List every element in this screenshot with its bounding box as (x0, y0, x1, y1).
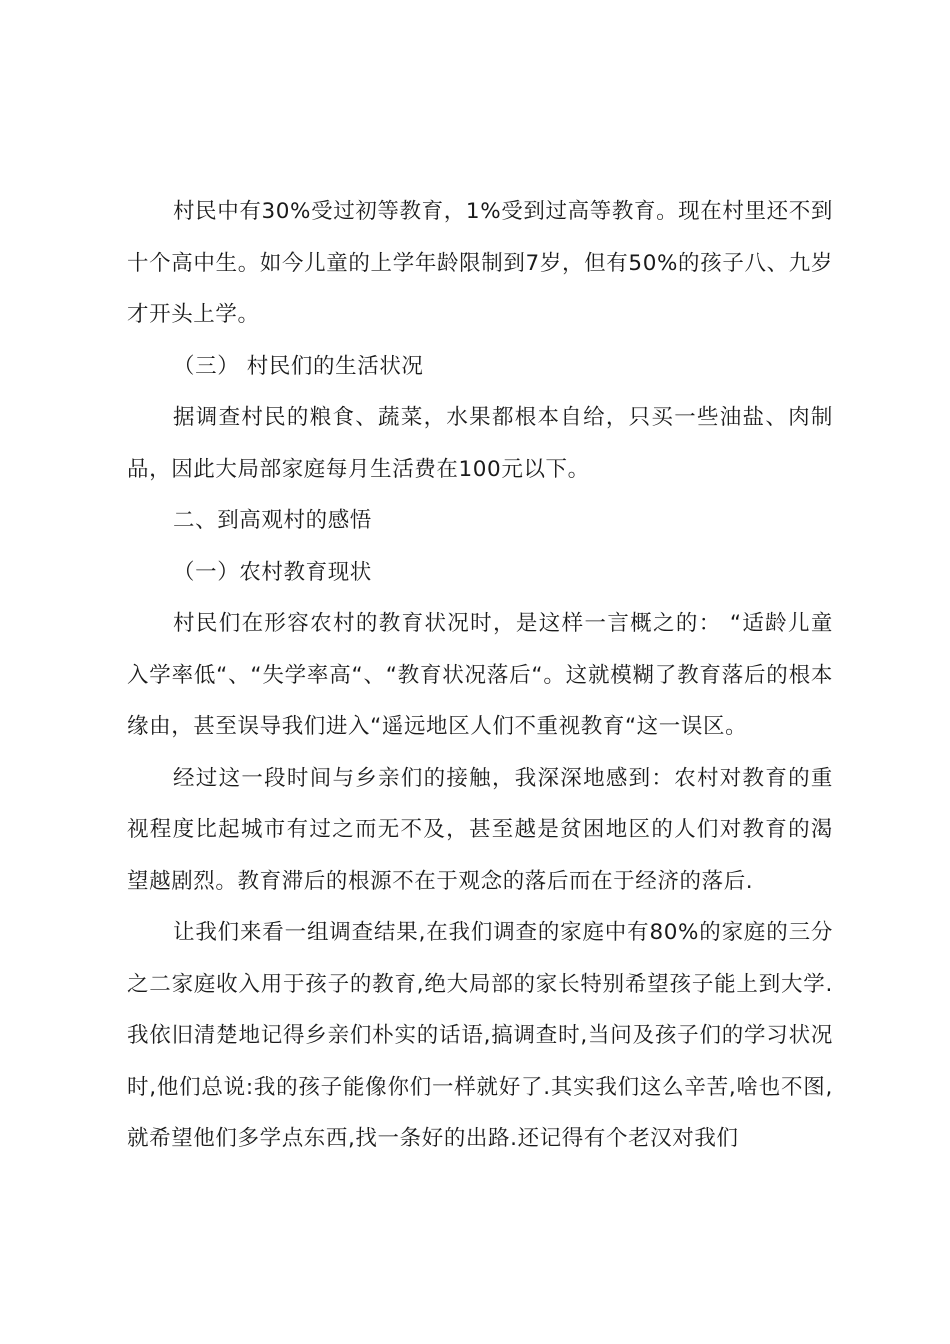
document-body (127, 186, 833, 1165)
chapter-heading-reflections: 二、到高观村的感悟 (173, 508, 372, 533)
paragraph-survey-results: 让我们来看一组调查结果,在我们调查的家庭中有80%的家庭的三分之二家庭收入用于孩子的教育,绝大局部的家长特别希望孩子能上到大学.我依旧清楚地记得乡亲们朴实的话语,搞调查时,当问及孩子们的学习状况时,他们总说:我的孩子能像你们一样就好了.其实我们这么辛苦,啥也不图,就希望他们多学点东西,找一条好的出路.还记得有个老汉对我们 (127, 920, 833, 1151)
section-heading-living-conditions: （三） 村民们的生活状况 (173, 353, 424, 379)
section-heading-rural-education: （一）农村教育现状 (173, 559, 372, 585)
paragraph-education-stats: 村民中有30%受过初等教育，1%受到过高等教育。现在村里还不到十个高中生。如今儿童的上学年龄限制到7岁，但有50%的孩子八、九岁才开头上学。 (127, 199, 833, 327)
paragraph-living-costs: 据调查村民的粮食、蔬菜，水果都根本自给，只买一些油盐、肉制品，因此大局部家庭每月生活费在100元以下。 (127, 405, 833, 482)
paragraph-education-description: 村民们在形容农村的教育状况时，是这样一言概之的： “适龄儿童入学率低“、“失学率高“、“教育状况落后“。这就模糊了教育落后的根本缘由，甚至误导我们进入“遥远地区人们不重视教育“这一误区。 (127, 611, 833, 739)
paragraph-education-importance: 经过这一段时间与乡亲们的接触，我深深地感到：农村对教育的重视程度比起城市有过之而无不及，甚至越是贫困地区的人们对教育的渴望越剧烈。教育滞后的根源不在于观念的落后而在于经济的落后. (127, 765, 833, 894)
